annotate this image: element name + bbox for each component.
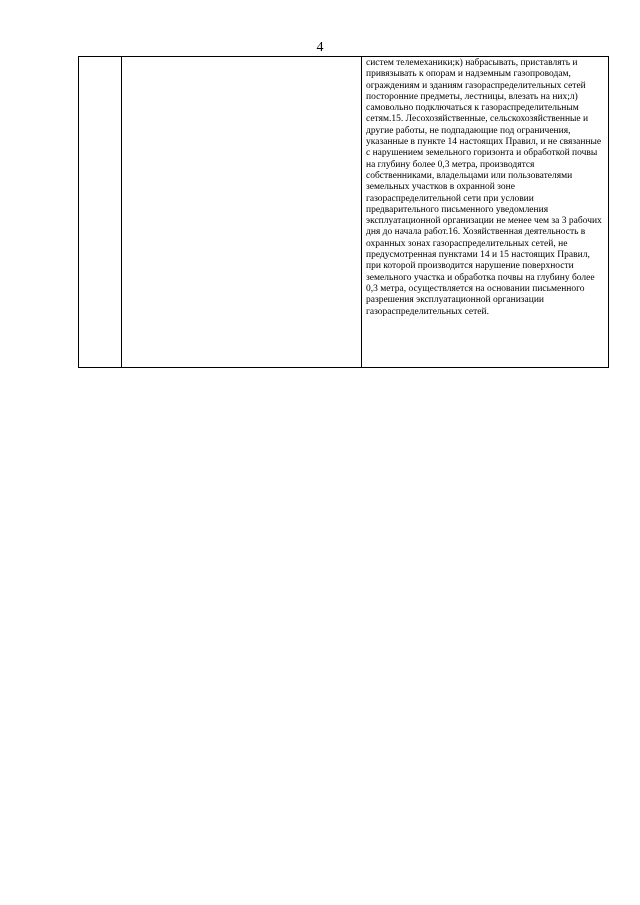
document-table xyxy=(78,56,609,368)
table-cell-number xyxy=(79,57,122,368)
table-cell-name xyxy=(122,57,362,368)
table-row xyxy=(79,57,609,368)
page-number: 4 xyxy=(316,40,324,55)
table-cell-text: систем телемеханики;к) набрасывать, приставлять и привязывать к опорам и надземным газопроводам, ограждениям и зданиям газораспределительных сетей посторонние предметы, лестницы, влезать на них;л) самовольно подключаться к газораспределительным сетям.15. Лесохозяйственные, сельскохозяйственные и другие работы, не подпадающие под ограничения, указанные в пункте 14 настоящих Правил, и не связанные с нарушением земельного горизонта и обработкой почвы на глубину более 0,3 метра, производятся собственниками, владельцами или пользователями земельных участков в охранной зоне газораспределительной сети при условии предварительного письменного уведомления эксплуатационной организации не менее чем за 3 рабочих дня до начала работ.16. Хозяйственная деятельность в охранных зонах газораспределительных сетей, не предусмотренная пунктами 14 и 15 настоящих Правил, при которой производится нарушение поверхности земельного участка и обработка почвы на глубину более 0,3 метра, осуществляется на основании письменного разрешения эксплуатационной организации газораспределительных сетей. xyxy=(362,57,609,368)
